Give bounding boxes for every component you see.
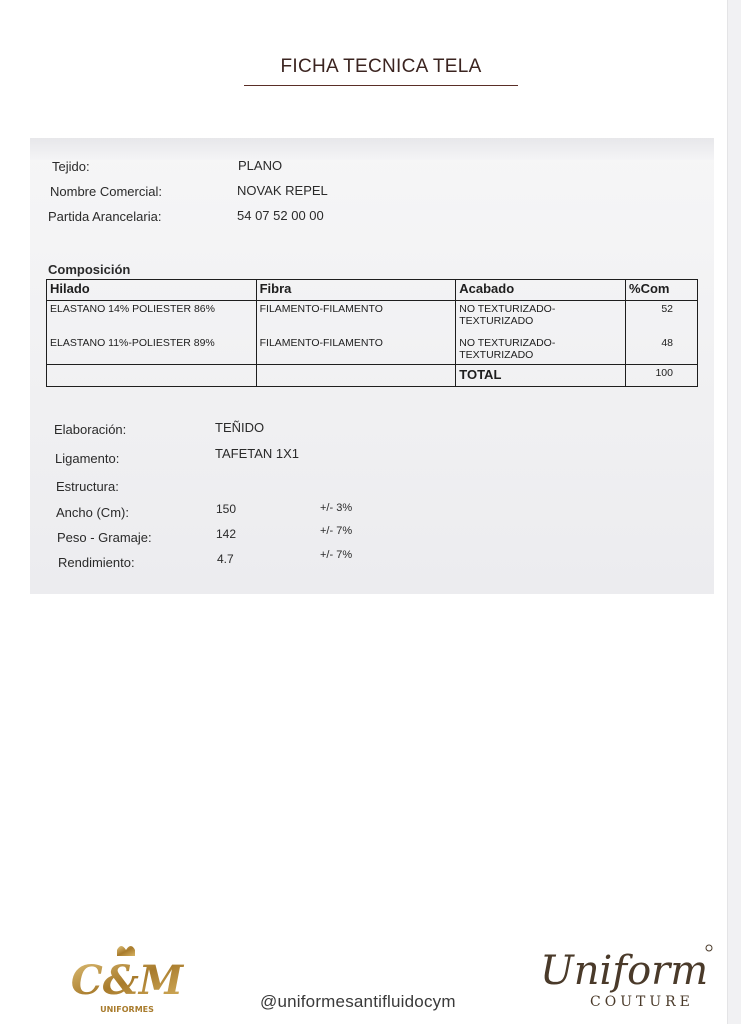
cell-empty — [47, 365, 257, 387]
cell-hilado: ELASTANO 11%-POLIESTER 89% — [47, 335, 257, 365]
page-title: FICHA TECNICA TELA — [244, 56, 518, 86]
logo-left-subtitle: UNIFORMES — [100, 1005, 154, 1014]
spec-value-peso-gramaje: 142 — [216, 527, 237, 541]
spec-value-rendimiento: 4.7 — [217, 552, 234, 566]
cell-hilado: ELASTANO 14% POLIESTER 86% — [47, 301, 257, 335]
scan-shadow — [30, 138, 714, 160]
spec-value-partida-arancelaria: 54 07 52 00 00 — [237, 208, 324, 223]
cm-uniformes-logo — [70, 940, 185, 1015]
spec-tolerance-rendimiento: +/- 7% — [320, 549, 353, 561]
cell-empty — [256, 365, 456, 387]
table-total-row — [47, 365, 698, 387]
cell-acabado-line2: TEXTURIZADO — [459, 315, 534, 327]
col-header-pct: %Com — [626, 280, 698, 301]
total-value: 100 — [626, 365, 698, 387]
spec-tolerance-ancho: +/- 3% — [320, 502, 353, 514]
spec-label-nombre-comercial: Nombre Comercial: — [50, 184, 162, 199]
cell-acabado — [456, 335, 626, 365]
logo-left-mark: C&M — [70, 957, 184, 1004]
spec-tolerance-peso-gramaje: +/- 7% — [320, 525, 353, 537]
col-header-hilado: Hilado — [47, 280, 257, 301]
cell-pct: 48 — [626, 335, 698, 365]
logo-right-subtitle: COUTURE — [590, 994, 694, 1010]
spec-value-ancho: 150 — [216, 502, 237, 516]
cell-acabado-line1: NO TEXTURIZADO- — [459, 303, 556, 315]
spec-value-elaboracion: TEÑIDO — [215, 420, 265, 435]
cell-acabado-line2: TEXTURIZADO — [459, 348, 534, 361]
scanned-sheet — [30, 138, 714, 594]
cell-fibra: FILAMENTO-FILAMENTO — [256, 301, 456, 335]
table-row — [47, 301, 698, 335]
spec-label-peso-gramaje: Peso - Gramaje: — [57, 530, 152, 545]
cell-pct: 52 — [626, 301, 698, 335]
composition-title: Composición — [48, 262, 131, 277]
cell-acabado-line1: NO TEXTURIZADO- — [459, 336, 556, 349]
total-label: TOTAL — [456, 365, 626, 387]
social-handle-link[interactable]: @uniformesantifluidocym — [260, 992, 456, 1011]
cell-acabado — [456, 301, 626, 335]
spec-label-ligamento: Ligamento: — [55, 451, 120, 466]
spec-label-estructura: Estructura: — [56, 479, 119, 494]
spec-value-nombre-comercial: NOVAK REPEL — [237, 183, 328, 198]
uniform-couture-logo — [536, 938, 716, 1013]
spec-label-partida-arancelaria: Partida Arancelaria: — [48, 209, 162, 224]
spec-value-tejido: PLANO — [238, 158, 283, 173]
spec-label-rendimiento: Rendimiento: — [58, 555, 135, 570]
col-header-acabado: Acabado — [456, 280, 626, 301]
spec-label-tejido: Tejido: — [52, 159, 90, 174]
table-row — [47, 335, 698, 365]
table-header-row — [47, 280, 698, 301]
spec-label-ancho: Ancho (Cm): — [56, 505, 129, 520]
col-header-fibra: Fibra — [256, 280, 456, 301]
spec-label-elaboracion: Elaboración: — [54, 422, 127, 437]
scrollbar-track[interactable] — [728, 0, 741, 1024]
cell-fibra: FILAMENTO-FILAMENTO — [256, 335, 456, 365]
spec-value-ligamento: TAFETAN 1X1 — [215, 446, 300, 461]
composition-table — [46, 279, 698, 387]
logo-right-script: Uniform — [540, 948, 709, 994]
